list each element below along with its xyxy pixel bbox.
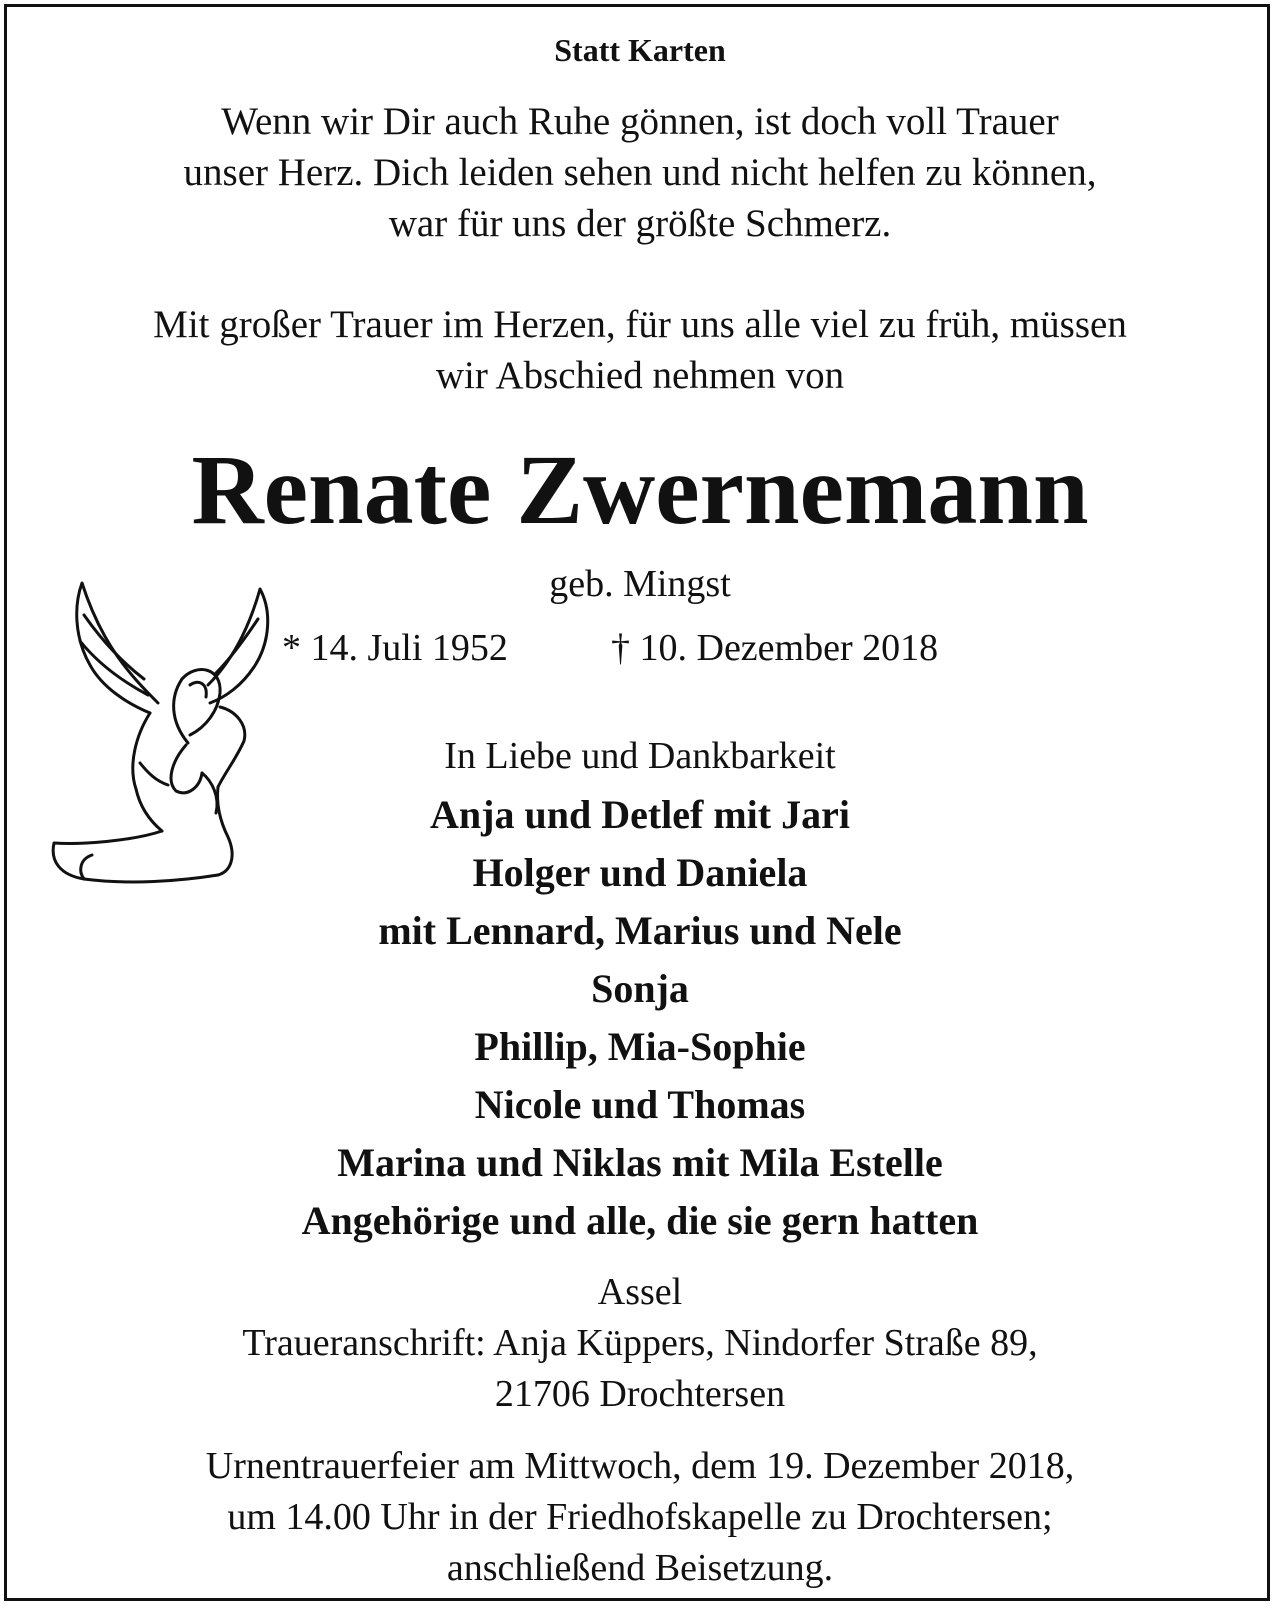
mourner-line: Nicole und Thomas bbox=[474, 1082, 806, 1127]
verse-line-1: Wenn wir Dir auch Ruhe gönnen, ist doch voll Trauer bbox=[221, 100, 1059, 143]
intro-line-2: wir Abschied nehmen von bbox=[435, 354, 845, 397]
birth-date: * 14. Juli 1952 bbox=[282, 627, 508, 669]
mourner-line: Anja und Detlef mit Jari bbox=[430, 792, 850, 837]
ceremony-line-2: um 14.00 Uhr in der Friedhofskapelle zu Drochtersen; bbox=[227, 1496, 1053, 1538]
dedication: In Liebe und Dankbarkeit bbox=[444, 735, 836, 777]
intro-line-1: Mit großer Trauer im Herzen, für uns alle viel zu früh, müssen bbox=[153, 303, 1127, 346]
mourner-line: Holger und Daniela bbox=[472, 850, 808, 895]
death-date: † 10. Dezember 2018 bbox=[611, 627, 939, 669]
ceremony-line-3: anschließend Beisetzung. bbox=[446, 1547, 834, 1589]
mourner-line: Phillip, Mia-Sophie bbox=[474, 1024, 806, 1069]
mourner-line: mit Lennard, Marius und Nele bbox=[378, 908, 902, 953]
address-line-2: 21706 Drochtersen bbox=[494, 1373, 786, 1415]
deceased-name: Renate Zwernemann bbox=[191, 434, 1089, 545]
angel-icon bbox=[40, 575, 280, 905]
notice-header: Statt Karten bbox=[554, 32, 726, 68]
place-name: Assel bbox=[597, 1271, 683, 1313]
ceremony-line-1: Urnentrauerfeier am Mittwoch, dem 19. Dezember 2018, bbox=[205, 1445, 1075, 1487]
maiden-name: geb. Mingst bbox=[549, 563, 731, 605]
verse-line-2: unser Herz. Dich leiden sehen und nicht helfen zu können, bbox=[183, 151, 1097, 194]
mourner-line: Angehörige und alle, die sie gern hatten bbox=[301, 1198, 979, 1243]
mourner-line: Sonja bbox=[591, 966, 689, 1011]
verse-line-3: war für uns der größte Schmerz. bbox=[388, 202, 892, 245]
address-line-1: Traueranschrift: Anja Küppers, Nindorfer Straße 89, bbox=[242, 1322, 1038, 1364]
mourner-line: Marina und Niklas mit Mila Estelle bbox=[337, 1140, 943, 1185]
